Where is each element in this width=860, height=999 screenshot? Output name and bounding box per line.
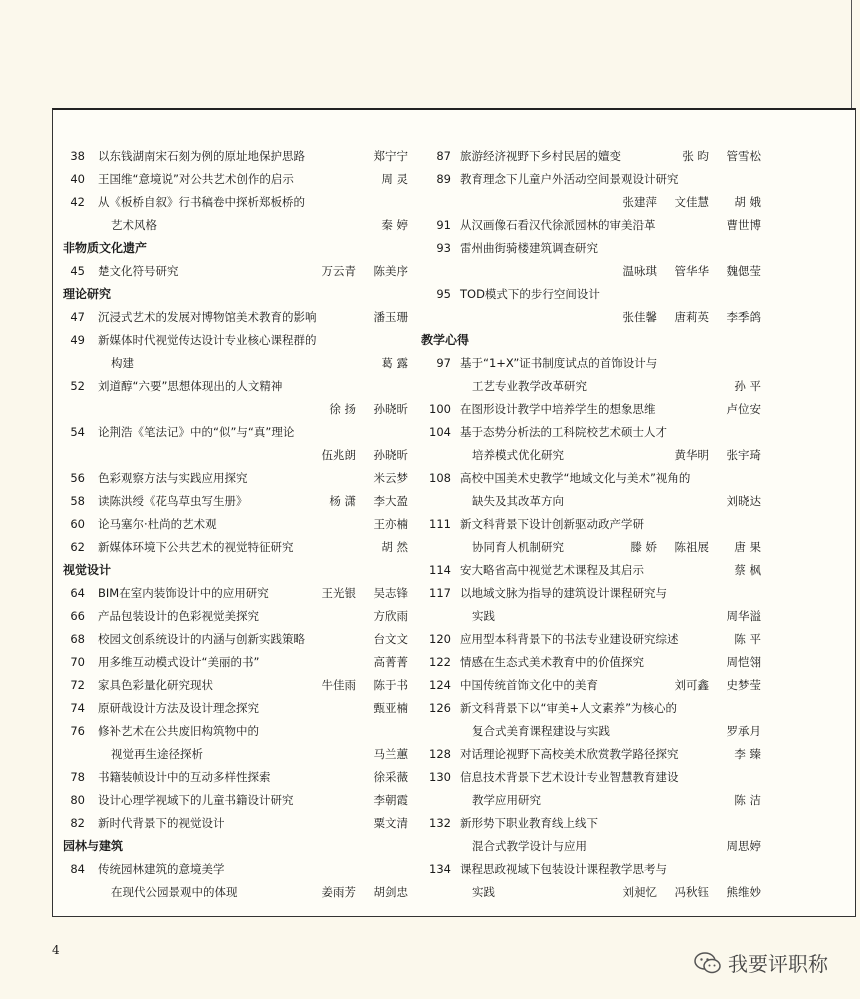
toc-entry [421, 720, 761, 743]
author-name: 温咏琪 [622, 264, 657, 278]
toc-entry [63, 260, 408, 283]
toc-entry [63, 145, 408, 168]
article-title: 家具色彩量化研究现状 [98, 678, 213, 692]
toc-entry [63, 490, 408, 513]
author-name: 刘可鑫 [674, 678, 709, 692]
toc-entry [63, 168, 408, 191]
author-name: 周思婷 [726, 839, 761, 853]
toc-entry [421, 168, 761, 191]
page-ref: 82 [70, 816, 85, 830]
page-ref: 124 [429, 678, 451, 692]
author-name: 张 昀 [682, 149, 709, 163]
toc-entry [421, 444, 761, 467]
author-name: 万云青 [321, 264, 356, 278]
page-ref: 68 [70, 632, 85, 646]
page-ref: 45 [70, 264, 85, 278]
author-name: 牛佳雨 [321, 678, 356, 692]
author-name: 葛 露 [381, 356, 408, 370]
toc-entry [63, 375, 408, 398]
toc-entry [421, 214, 761, 237]
article-title: 论马塞尔·杜尚的艺术观 [98, 517, 217, 531]
page-ref: 104 [429, 425, 451, 439]
author-name: 孙晓昕 [373, 402, 408, 416]
toc-entry [421, 513, 761, 536]
toc-entry [63, 352, 408, 375]
wechat-icon [694, 952, 722, 974]
toc-entry [63, 697, 408, 720]
article-title: 实践 [472, 609, 495, 623]
article-title: 构建 [111, 356, 134, 370]
author-name: 冯秋钰 [674, 885, 709, 899]
toc-entry [421, 421, 761, 444]
article-title: 从《板桥自叙》行书稿卷中探析郑板桥的 [98, 195, 305, 209]
author-name: 周恺翎 [726, 655, 761, 669]
author-name: 黄华明 [674, 448, 709, 462]
section-heading-row [63, 559, 408, 582]
page-ref: 80 [70, 793, 85, 807]
author-name: 王亦楠 [373, 517, 408, 531]
section-heading: 非物质文化遗产 [63, 241, 148, 255]
author-name: 姜雨芳 [321, 885, 356, 899]
article-title: 色彩观察方法与实践应用探究 [98, 471, 248, 485]
article-title: 缺失及其改革方向 [472, 494, 564, 508]
toc-frame [52, 108, 856, 917]
toc-entry [421, 306, 761, 329]
toc-entry [421, 697, 761, 720]
page-ref: 132 [429, 816, 451, 830]
article-title: 应用型本科背景下的书法专业建设研究综述 [460, 632, 679, 646]
page-number: 4 [52, 943, 60, 957]
author-name: 孙 平 [734, 379, 761, 393]
article-title: 混合式教学设计与应用 [472, 839, 587, 853]
page-ref: 42 [70, 195, 85, 209]
toc-entry [63, 536, 408, 559]
article-title: 复合式美育课程建设与实践 [472, 724, 610, 738]
toc-entry [421, 191, 761, 214]
toc-entry [421, 352, 761, 375]
author-name: 周 灵 [381, 172, 408, 186]
toc-entry [421, 559, 761, 582]
page-ref: 40 [70, 172, 85, 186]
article-title: BIM在室内装饰设计中的应用研究 [98, 586, 269, 600]
article-title: 楚文化符号研究 [98, 264, 179, 278]
page-edge-line [851, 0, 852, 110]
toc-entry [421, 490, 761, 513]
toc-entry [421, 743, 761, 766]
article-title: 新时代背景下的视觉设计 [98, 816, 225, 830]
article-title: 沉浸式艺术的发展对博物馆美术教育的影响 [98, 310, 317, 324]
toc-entry [63, 398, 408, 421]
author-name: 吴志锋 [373, 586, 408, 600]
author-name: 文佳慧 [674, 195, 709, 209]
page-ref: 114 [429, 563, 451, 577]
toc-right-column [421, 145, 761, 904]
toc-entry [421, 651, 761, 674]
page-ref: 126 [429, 701, 451, 715]
section-heading-row [63, 283, 408, 306]
author-name: 滕 娇 [630, 540, 657, 554]
toc-entry [63, 329, 408, 352]
toc-entry [421, 766, 761, 789]
article-title: 实践 [472, 885, 495, 899]
author-name: 李 臻 [734, 747, 761, 761]
page-ref: 56 [70, 471, 85, 485]
page-ref: 87 [436, 149, 451, 163]
toc-entry [63, 444, 408, 467]
toc-entry [421, 467, 761, 490]
author-name: 卢位安 [726, 402, 761, 416]
author-name: 陈祖展 [674, 540, 709, 554]
article-title: 王国维“意境说”对公共艺术创作的启示 [98, 172, 294, 186]
author-name: 唐 果 [734, 540, 761, 554]
author-name: 张宇琦 [726, 448, 761, 462]
page-ref: 72 [70, 678, 85, 692]
author-name: 孙晓昕 [373, 448, 408, 462]
page-ref: 47 [70, 310, 85, 324]
author-name: 郑宁宁 [373, 149, 408, 163]
article-title: 新文科背景下设计创新驱动政产学研 [460, 517, 644, 531]
watermark-text: 我要评职称 [728, 952, 828, 976]
author-name: 熊维妙 [726, 885, 761, 899]
article-title: 用多维互动模式设计“美丽的书” [98, 655, 260, 669]
toc-entry [63, 812, 408, 835]
toc-entry [421, 260, 761, 283]
page-ref: 108 [429, 471, 451, 485]
article-title: 基于“1+X”证书制度试点的首饰设计与 [460, 356, 658, 370]
article-title: 修补艺术在公共废旧构筑物中的 [98, 724, 259, 738]
toc-entry [63, 881, 408, 904]
page-ref: 49 [70, 333, 85, 347]
page-ref: 66 [70, 609, 85, 623]
article-title: 原研哉设计方法及设计理念探究 [98, 701, 259, 715]
article-title: 信息技术背景下艺术设计专业智慧教育建设 [460, 770, 679, 784]
author-name: 粟文清 [373, 816, 408, 830]
article-title: 教学应用研究 [472, 793, 541, 807]
article-title: 中国传统首饰文化中的美育 [460, 678, 598, 692]
toc-entry [421, 835, 761, 858]
author-name: 李大盈 [373, 494, 408, 508]
article-title: 艺术风格 [111, 218, 157, 232]
author-name: 张建萍 [622, 195, 657, 209]
article-title: 高校中国美术史教学“地域文化与美术”视角的 [460, 471, 691, 485]
author-name: 李季鸽 [726, 310, 761, 324]
toc-entry [63, 605, 408, 628]
watermark [694, 948, 828, 977]
toc-entry [63, 421, 408, 444]
toc-entry [421, 145, 761, 168]
article-title: 产品包装设计的色彩视觉美探究 [98, 609, 259, 623]
page-ref: 128 [429, 747, 451, 761]
article-title: 在现代公园景观中的体现 [111, 885, 238, 899]
article-title: 培养模式优化研究 [472, 448, 564, 462]
author-name: 陈于书 [373, 678, 408, 692]
article-title: 课程思政视域下包装设计课程教学思考与 [460, 862, 667, 876]
article-title: 雷州曲街骑楼建筑调查研究 [460, 241, 598, 255]
toc-entry [63, 191, 408, 214]
page-ref: 89 [436, 172, 451, 186]
author-name: 魏偲莹 [726, 264, 761, 278]
author-name: 陈 洁 [734, 793, 761, 807]
section-heading: 教学心得 [421, 333, 470, 347]
page-ref: 95 [436, 287, 451, 301]
page-ref: 74 [70, 701, 85, 715]
author-name: 史梦莹 [726, 678, 761, 692]
author-name: 曹世博 [726, 218, 761, 232]
toc-entry [421, 858, 761, 881]
toc-entry [63, 214, 408, 237]
section-heading: 理论研究 [63, 287, 112, 301]
article-title: 安大略省高中视觉艺术课程及其启示 [460, 563, 644, 577]
author-name: 米云梦 [373, 471, 408, 485]
author-name: 刘晓达 [726, 494, 761, 508]
article-title: 新形势下职业教育线上线下 [460, 816, 598, 830]
page-ref: 60 [70, 517, 85, 531]
article-title: 新文科背景下以“审美+人文素养”为核心的 [460, 701, 678, 715]
page-ref: 52 [70, 379, 85, 393]
author-name: 甄亚楠 [373, 701, 408, 715]
author-name: 胡 娥 [734, 195, 761, 209]
page-ref: 117 [429, 586, 451, 600]
toc-entry [421, 283, 761, 306]
article-title: 从汉画像石看汉代徐派园林的审美沿革 [460, 218, 656, 232]
page-ref: 130 [429, 770, 451, 784]
author-name: 高菁菁 [373, 655, 408, 669]
page-ref: 62 [70, 540, 85, 554]
section-heading-row [421, 329, 761, 352]
article-title: 新媒体时代视觉传达设计专业核心课程群的 [98, 333, 317, 347]
toc-entry [421, 628, 761, 651]
toc-entry [421, 375, 761, 398]
toc-entry [421, 674, 761, 697]
page-ref: 38 [70, 149, 85, 163]
article-title: 设计心理学视域下的儿童书籍设计研究 [98, 793, 294, 807]
article-title: 新媒体环境下公共艺术的视觉特征研究 [98, 540, 294, 554]
article-title: 工艺专业教学改革研究 [472, 379, 587, 393]
toc-entry [421, 398, 761, 421]
author-name: 管华华 [674, 264, 709, 278]
page-ref: 84 [70, 862, 85, 876]
toc-left-column [63, 145, 408, 904]
author-name: 李朝霞 [373, 793, 408, 807]
author-name: 管雪松 [726, 149, 761, 163]
toc-entry [63, 513, 408, 536]
section-heading-row [63, 835, 408, 858]
author-name: 王光银 [321, 586, 356, 600]
article-title: 书籍装帧设计中的互动多样性探索 [98, 770, 271, 784]
page-ref: 120 [429, 632, 451, 646]
toc-entry [63, 582, 408, 605]
toc-entry [63, 789, 408, 812]
toc-entry [421, 536, 761, 559]
author-name: 罗承月 [726, 724, 761, 738]
author-name: 徐采薇 [373, 770, 408, 784]
article-title: 以地域文脉为指导的建筑设计课程研究与 [460, 586, 667, 600]
toc-entry [63, 674, 408, 697]
toc-entry [63, 766, 408, 789]
toc-entry [63, 651, 408, 674]
author-name: 胡剑忠 [373, 885, 408, 899]
page-ref: 54 [70, 425, 85, 439]
page-ref: 122 [429, 655, 451, 669]
author-name: 刘昶忆 [622, 885, 657, 899]
article-title: 在图形设计教学中培养学生的想象思维 [460, 402, 656, 416]
toc-entry [421, 789, 761, 812]
toc-entry [421, 812, 761, 835]
page-ref: 97 [436, 356, 451, 370]
toc-entry [421, 237, 761, 260]
author-name: 胡 然 [381, 540, 408, 554]
article-title: 旅游经济视野下乡村民居的嬗变 [460, 149, 621, 163]
author-name: 徐 扬 [329, 402, 356, 416]
author-name: 蔡 枫 [734, 563, 761, 577]
page-ref: 100 [429, 402, 451, 416]
author-name: 陈 平 [734, 632, 761, 646]
author-name: 秦 婷 [381, 218, 408, 232]
page-ref: 76 [70, 724, 85, 738]
author-name: 潘玉珊 [373, 310, 408, 324]
toc-entry [63, 467, 408, 490]
author-name: 杨 潇 [329, 494, 356, 508]
article-title: 教育理念下儿童户外活动空间景观设计研究 [460, 172, 679, 186]
toc-entry [63, 720, 408, 743]
article-title: 基于态势分析法的工科院校艺术硕士人才 [460, 425, 667, 439]
page-ref: 111 [429, 517, 451, 531]
page-ref: 70 [70, 655, 85, 669]
article-title: 协同育人机制研究 [472, 540, 564, 554]
toc-entry [63, 858, 408, 881]
author-name: 方欣雨 [373, 609, 408, 623]
toc-entry [421, 605, 761, 628]
section-heading-row [63, 237, 408, 260]
author-name: 陈美序 [373, 264, 408, 278]
article-title: 校园文创系统设计的内涵与创新实践策略 [98, 632, 305, 646]
page-ref: 78 [70, 770, 85, 784]
toc-entry [421, 881, 761, 904]
section-heading: 园林与建筑 [63, 839, 124, 853]
article-title: 情感在生态式美术教育中的价值探究 [460, 655, 644, 669]
toc-entry [421, 582, 761, 605]
author-name: 张佳馨 [622, 310, 657, 324]
toc-entry [63, 743, 408, 766]
article-title: 刘道醇“六要”思想体现出的人文精神 [98, 379, 283, 393]
article-title: 以东钱湖南宋石刻为例的原址地保护思路 [98, 149, 305, 163]
author-name: 马兰蕙 [373, 747, 408, 761]
article-title: TOD模式下的步行空间设计 [460, 287, 600, 301]
page-ref: 134 [429, 862, 451, 876]
page-ref: 64 [70, 586, 85, 600]
section-heading: 视觉设计 [63, 563, 112, 577]
author-name: 伍兆朗 [321, 448, 356, 462]
article-title: 传统园林建筑的意境美学 [98, 862, 225, 876]
article-title: 对话理论视野下高校美术欣赏教学路径探究 [460, 747, 679, 761]
page-ref: 93 [436, 241, 451, 255]
page-ref: 58 [70, 494, 85, 508]
toc-entry [63, 306, 408, 329]
author-name: 唐莉英 [674, 310, 709, 324]
author-name: 周华溢 [726, 609, 761, 623]
article-title: 视觉再生途径探析 [111, 747, 203, 761]
article-title: 读陈洪绶《花鸟草虫写生册》 [98, 494, 248, 508]
page-ref: 91 [436, 218, 451, 232]
author-name: 台文文 [373, 632, 408, 646]
toc-entry [63, 628, 408, 651]
article-title: 论荆浩《笔法记》中的“似”与“真”理论 [98, 425, 295, 439]
